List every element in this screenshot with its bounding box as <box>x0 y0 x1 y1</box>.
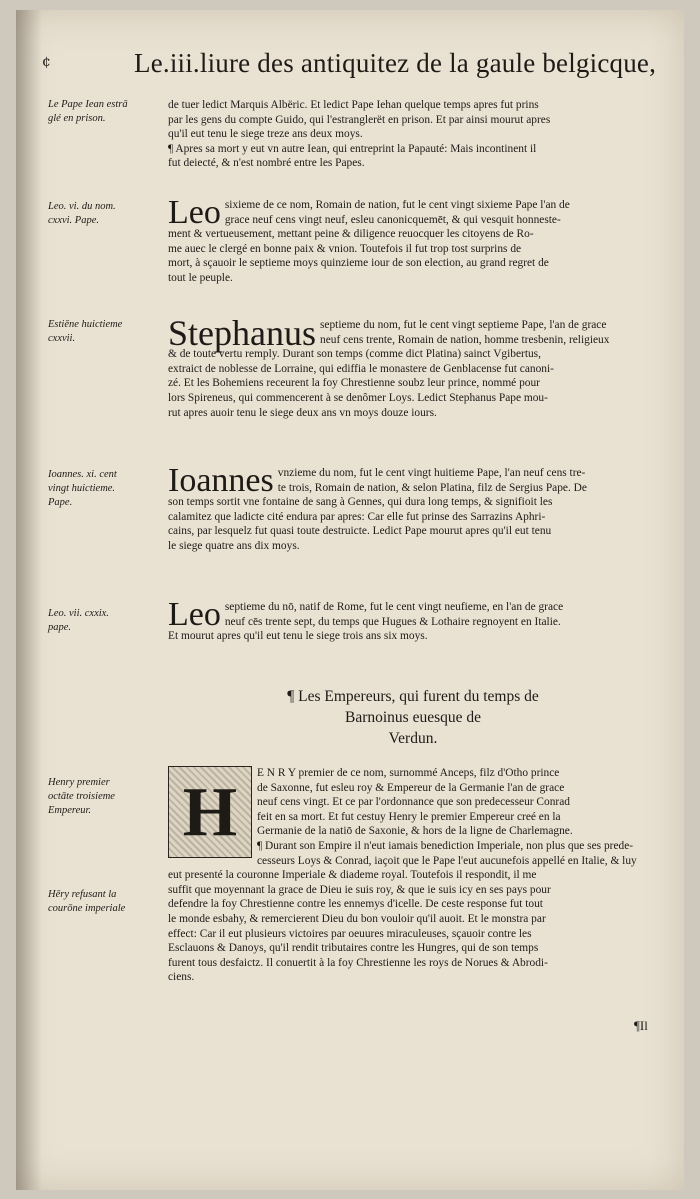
margin-note-line: Empereur. <box>48 805 92 816</box>
text-line: defendre la foy Chrestienne contre les ennemys d'icelle. De ceste response fut tout <box>168 898 543 911</box>
text-line: sixieme de ce nom, Romain de nation, fut le cent vingt sixieme Pape l'an de <box>224 199 570 211</box>
margin-note-ioannes <box>48 468 160 510</box>
text-line: rut apres auoir tenu le siege deux ans vn moys douze iours. <box>168 406 437 419</box>
margin-note-line: Estiēne huictieme <box>48 319 123 330</box>
section-heading <box>168 686 658 749</box>
paragraph-stephanus <box>168 313 672 420</box>
text-line: zé. Et les Bohemiens receurent la foy Chrestienne soubz leur prince, nommé pour <box>168 377 540 390</box>
text-line: furent tous desfaictz. Il conuertit à la foy Chrestienne les roys de Norues & Abrodi- <box>168 956 548 969</box>
paragraph-leo-vii <box>168 596 672 644</box>
text-line: extraict de noblesse de Lorraine, qui ediffia le monastere de Genblacense fut canoni- <box>168 362 554 375</box>
margin-note-leo-vi <box>48 200 160 228</box>
margin-note-line: Pape. <box>48 497 73 508</box>
text-line: me auec le clergé en bonne paix & vnion. Toutefois il fut trop tost surprins de <box>168 242 522 255</box>
text-line: feit en sa mort. Et fut cestuy Henry le premier Empereur creé en la <box>257 810 561 823</box>
text-line: eut presenté la couronne Imperiale & diademe royal. Toutefois il respondit, il me <box>168 869 537 882</box>
text-line: cains, par lesquelz fut quasi toute destruicte. Ledict Pape mourut apres qu'il eut tenu <box>168 525 552 538</box>
text-line: mort, à sçauoir le septieme moys quinzieme iour de son election, au grand regret de <box>168 257 549 270</box>
margin-note-line: octāte troisieme <box>48 791 115 802</box>
margin-note-line: courōne imperiale <box>48 903 126 914</box>
large-name: Stephanus <box>168 313 316 353</box>
margin-note-stephanus <box>48 318 160 346</box>
paragraph-henry <box>168 766 672 985</box>
text-line: tout le peuple. <box>168 271 233 284</box>
text-line: septieme du nō, natif de Rome, fut le cent vingt neufieme, en l'an de grace <box>224 601 564 613</box>
margin-note-line: vingt huictieme. <box>48 483 116 494</box>
margin-note-line: Henry premier <box>48 777 110 788</box>
text-line: grace neuf cens vingt neuf, esleu canonicquemēt, & qui vesquit honneste- <box>224 213 561 226</box>
running-head: Le.iii.liure des antiquitez de la gaule belgicque, <box>134 48 657 78</box>
margin-note-line: cxxvi. Pape. <box>48 215 100 226</box>
initial-letter: H <box>182 774 238 851</box>
text-line: vnzieme du nom, fut le cent vingt huitieme Pape, l'an neuf cens tre- <box>277 467 586 479</box>
text-line: suffit que moyennant la grace de Dieu ie suis roy, & que ie suis icy en ses pays pour <box>168 883 551 896</box>
text-line: E N R Y premier de ce nom, surnommé Anceps, filz d'Otho prince <box>257 767 560 779</box>
text-line: par les gens du compte Guido, qui l'estranglerët en prison. Et par ainsi mourut apres <box>168 113 551 126</box>
large-name: Ioannes <box>168 462 274 499</box>
text-line: neuf cens trente, Romain de nation, homme tresbenin, religieux <box>320 333 610 346</box>
text-line: de tuer ledict Marquis Albëric. Et ledict Pape Iehan quelque temps apres fut prins <box>168 99 539 111</box>
margin-note-line: Hēry refusant la <box>48 889 117 900</box>
margin-note-line: Ioannes. xi. cent <box>48 469 117 480</box>
margin-note-jean <box>48 98 160 126</box>
margin-note-line: glé en prison. <box>48 113 106 124</box>
text-line: calamitez que ladicte cité endura par apres: Car elle fut prinse des Sarrazins Aphri- <box>168 510 546 523</box>
text-line: Esclauons & Danoys, qu'il rendit tributaires contre les Hungres, qui de son temps <box>168 942 539 955</box>
large-name: Leo <box>168 596 221 633</box>
text-line: fut deiecté, & n'est nombré entre les Papes. <box>168 157 365 170</box>
text-line: lors Spireneus, qui commencerent à se denômer Loys. Ledict Stephanus Pape mou- <box>168 391 548 404</box>
margin-note-henry-refus <box>48 888 160 916</box>
text-line: le monde esbahy, & remercierent Dieu du bon vouloir qu'il auoit. Et le monstra par <box>168 912 546 925</box>
paragraph-jean <box>168 98 672 171</box>
margin-note-henry <box>48 776 160 818</box>
margin-note-line: Leo. vi. du nom. <box>48 201 116 212</box>
margin-note-line: Le Pape Iean estrā <box>48 99 128 110</box>
text-line: neuf cens vingt. Et ce par l'ordonnance que son predecesseur Conrad <box>257 796 570 809</box>
text-line: effect: Car il eut plusieurs victoires par oeuures miraculeuses, sçauoir contre les <box>168 927 532 940</box>
margin-note-line: cxxvii. <box>48 333 76 344</box>
text-line: neuf cēs trente sept, du temps que Hugues & Lothaire regnoyent en Italie. <box>224 615 561 628</box>
text-line: te trois, Romain de nation, & selon Platina, filz de Sergius Pape. De <box>277 481 587 494</box>
catchword: ¶Il <box>634 1018 648 1033</box>
heading-line: ¶ Les Empereurs, qui furent du temps de <box>287 688 539 705</box>
text-line: ¶ Durant son Empire il n'eut iamais benediction Imperiale, non plus que ses prede- <box>257 839 634 852</box>
page-gutter <box>16 10 42 1190</box>
heading-line: Barnoinus euesque de <box>344 709 482 726</box>
text-line: qu'il eut tenu le siege treze ans deux moys. <box>168 128 363 141</box>
paragraph-leo-vi <box>168 194 672 286</box>
page-mark: ¢ <box>42 54 51 70</box>
text-line: & de toute vertu remply. Durant son temps (comme dict Platina) sainct Vgibertus, <box>168 348 541 361</box>
large-name: Leo <box>168 194 221 231</box>
text-line: septieme du nom, fut le cent vingt septieme Pape, l'an de grace <box>320 319 607 331</box>
text-line: de Saxonne, fut esleu roy & Empereur de la Germanie l'an de grace <box>257 781 565 794</box>
paragraph-ioannes <box>168 462 672 554</box>
margin-note-line: Leo. vii. cxxix. <box>48 608 109 619</box>
text-line: ciens. <box>168 971 195 984</box>
text-line: son temps sortit vne fontaine de sang à Gennes, qui dura long temps, & signifioit les <box>168 496 553 509</box>
text-line: ment & vertueusement, mettant peine & diligence reuocquer les citoyens de Ro- <box>168 228 534 241</box>
book-page <box>16 10 684 1190</box>
text-line: Et mourut apres qu'il eut tenu le siege trois ans six moys. <box>168 630 428 643</box>
text-line: le siege quatre ans dix moys. <box>168 539 300 552</box>
margin-note-leo-vii <box>48 607 160 635</box>
text-line: Germanie de la natiō de Saxonie, & hors de la ligne de Charlemagne. <box>257 825 573 838</box>
decorated-initial <box>168 766 252 858</box>
heading-line: Verdun. <box>388 730 438 747</box>
text-line: cesseurs Loys & Conrad, iaçoit que le Pape l'eut aucunefois appellé en Italie, & luy <box>257 854 637 867</box>
text-line: ¶ Apres sa mort y eut vn autre Iean, qui entreprint la Papauté: Mais incontinent il <box>168 142 537 155</box>
margin-note-line: pape. <box>48 622 72 633</box>
